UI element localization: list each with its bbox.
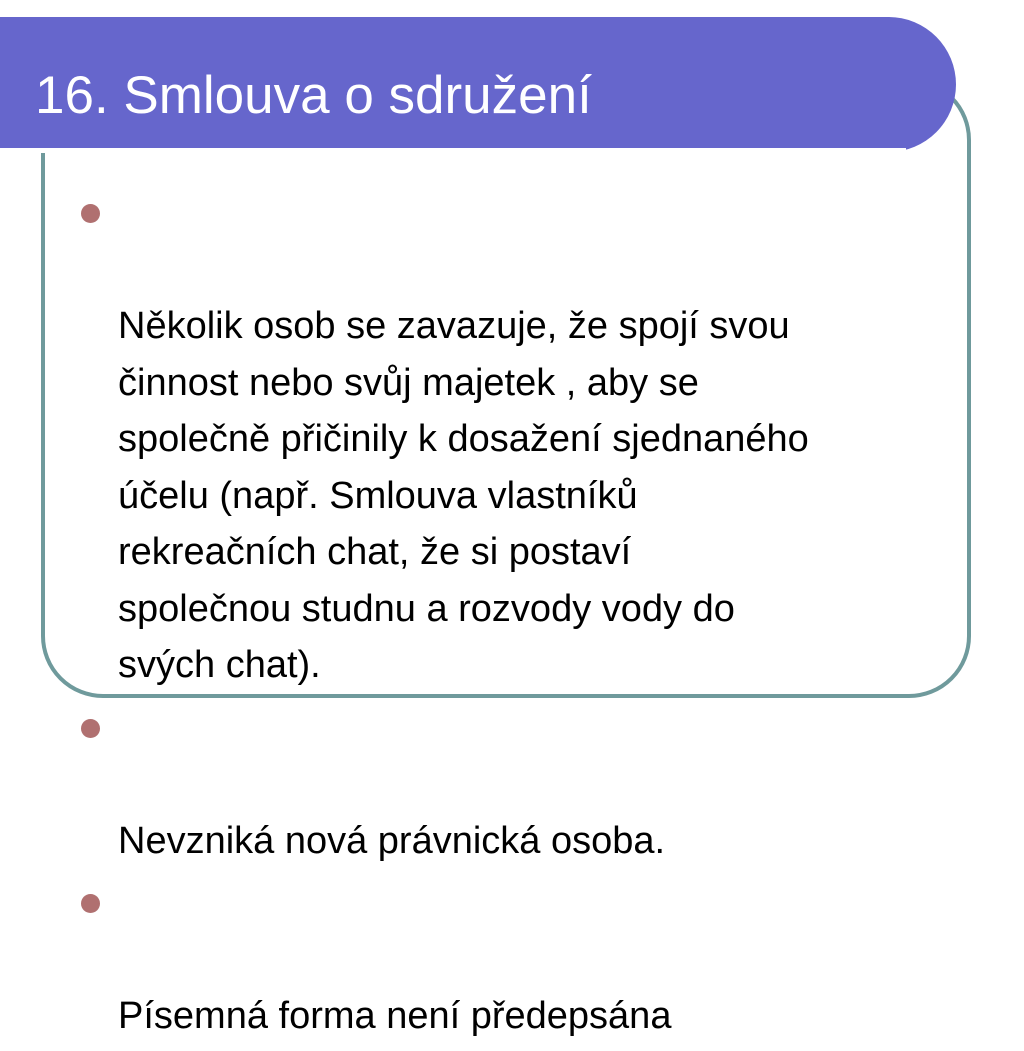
bullet-dot-icon: [81, 204, 100, 223]
bullet-text: Nevzniká nová právnická osoba.: [118, 819, 666, 862]
bullet-text: Několik osob se zavazuje, že spojí svou činnost nebo svůj majetek , aby se společně přičinily k dosažení sjednaného účelu (např. Smlouva vlastníků rekreačních chat, že si postaví společnou studnu a rozvody vody do svých chat).: [118, 305, 809, 686]
bullet-item: [78, 185, 958, 694]
bullet-text: Písemná forma není předepsána: [118, 995, 672, 1037]
bullet-item: [78, 700, 958, 870]
title-underline: [0, 148, 906, 153]
bullet-list: [78, 185, 958, 1051]
bullet-dot-icon: [81, 894, 100, 913]
bullet-dot-icon: [81, 719, 100, 738]
slide-title: 16. Smlouva o sdružení: [35, 66, 592, 125]
title-bar: [0, 17, 956, 152]
bullet-item: [78, 875, 958, 1045]
